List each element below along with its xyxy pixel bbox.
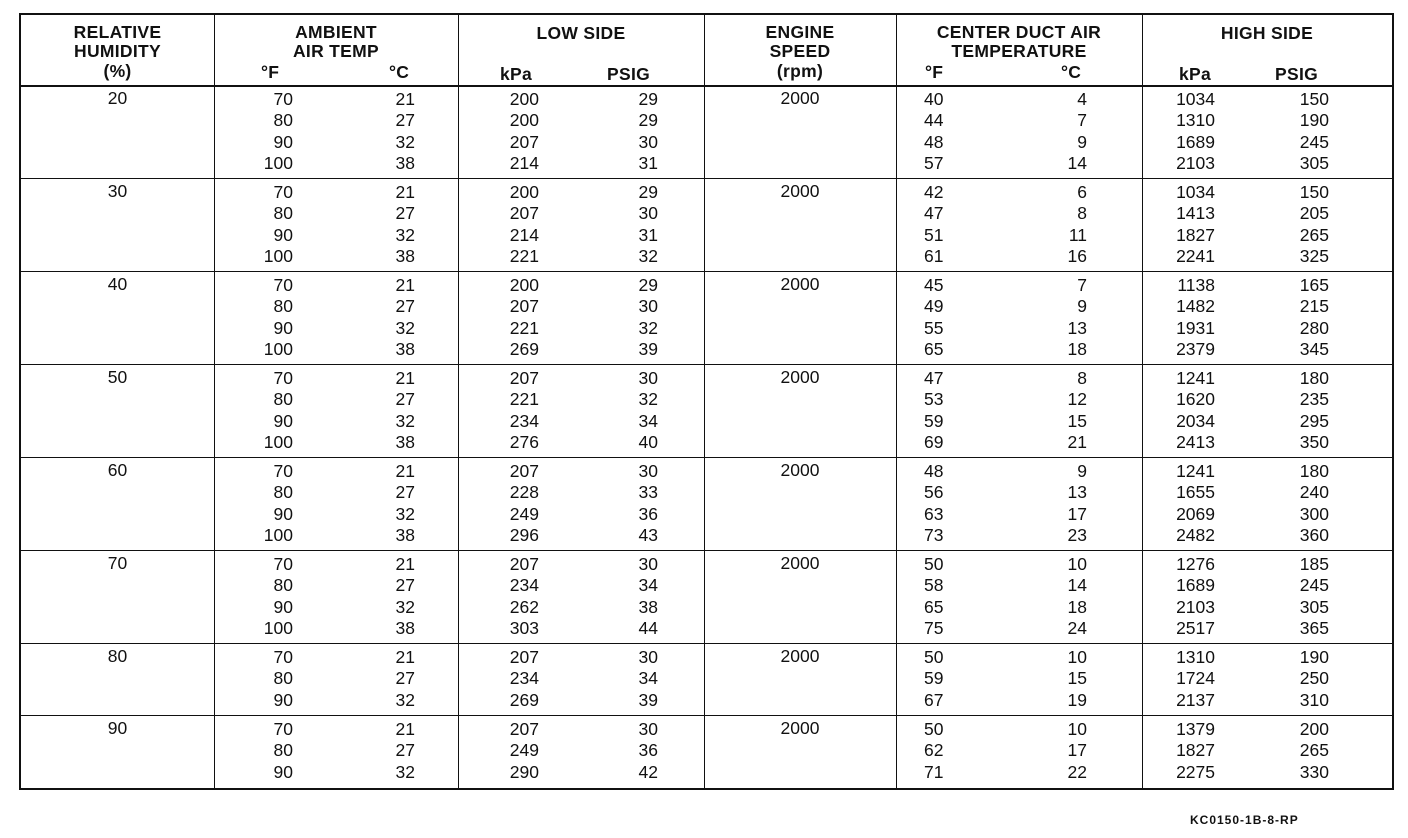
duct-f-cell: 45 — [924, 275, 944, 295]
header-ambient-air-temp: AMBIENT AIR TEMP — [292, 22, 379, 61]
group-separator — [21, 715, 1392, 716]
high-psig-cell: 310 — [1299, 689, 1329, 710]
group-separator — [21, 364, 1392, 365]
engine-speed-cell: 2000 — [780, 274, 820, 294]
high-psig-cell: 180 — [1299, 368, 1329, 388]
duct-f-cell: 44 — [924, 110, 944, 131]
high-kpa-cell: 1034 — [1176, 89, 1215, 109]
ambient-c-cell: 21 — [395, 368, 415, 388]
low-kpa-cell: 290 — [509, 761, 539, 782]
high-psig-cell: 305 — [1299, 596, 1329, 617]
high-kpa-cell: 1482 — [1176, 296, 1215, 317]
low-kpa-cell: 214 — [509, 152, 539, 173]
header-low-kpa: kPa — [500, 64, 533, 84]
low-psig-cell: 30 — [638, 554, 658, 574]
high-psig-cell: 265 — [1299, 740, 1329, 761]
high-kpa-cell: 2379 — [1176, 338, 1215, 359]
ambient-c-cell: 38 — [395, 617, 415, 638]
high-kpa-cell: 1689 — [1176, 575, 1215, 596]
ambient-f-cell: 80 — [273, 482, 293, 503]
duct-c-cell: 12 — [1067, 389, 1087, 410]
group-separator — [21, 550, 1392, 551]
ambient-c-cell: 38 — [395, 338, 415, 359]
duct-c-cell: 17 — [1067, 503, 1087, 524]
low-kpa-cell: 262 — [509, 596, 539, 617]
high-psig-cell: 185 — [1299, 554, 1329, 574]
ambient-f-cell: 100 — [263, 338, 293, 359]
high-kpa-cell: 2413 — [1176, 431, 1215, 452]
low-psig-cell: 31 — [638, 152, 658, 173]
high-kpa-cell: 1034 — [1176, 182, 1215, 202]
low-psig-cell: 30 — [638, 368, 658, 388]
duct-f-cell: 50 — [924, 554, 944, 574]
ambient-c-cell: 27 — [395, 296, 415, 317]
high-kpa-cell: 1689 — [1176, 131, 1215, 152]
duct-f-cell: 63 — [924, 503, 944, 524]
low-psig-cell: 31 — [638, 224, 658, 245]
low-psig-cell: 36 — [638, 503, 658, 524]
duct-c-cell: 24 — [1067, 617, 1087, 638]
low-kpa-cell: 221 — [509, 317, 539, 338]
low-kpa-cell: 207 — [509, 719, 539, 739]
duct-c-cell: 18 — [1067, 596, 1087, 617]
ambient-c-cell: 27 — [395, 575, 415, 596]
high-kpa-cell: 2069 — [1176, 503, 1215, 524]
low-kpa-cell: 221 — [509, 245, 539, 266]
ambient-c-cell: 27 — [395, 668, 415, 689]
ambient-f-cell: 90 — [273, 317, 293, 338]
low-kpa-cell: 207 — [509, 554, 539, 574]
column-divider — [1142, 15, 1143, 788]
ambient-c-cell: 21 — [395, 719, 415, 739]
engine-speed-cell: 2000 — [780, 181, 820, 201]
low-psig-cell: 44 — [638, 617, 658, 638]
high-psig-cell: 245 — [1299, 131, 1329, 152]
ambient-c-cell: 38 — [395, 431, 415, 452]
duct-f-cell: 48 — [924, 131, 944, 152]
duct-f-cell: 65 — [924, 338, 944, 359]
duct-f-cell: 42 — [924, 182, 944, 202]
ambient-f-cell: 100 — [263, 617, 293, 638]
high-psig-cell: 280 — [1299, 317, 1329, 338]
header-duct-deg-c: °C — [1061, 62, 1082, 82]
ambient-c-cell: 21 — [395, 554, 415, 574]
low-psig-cell: 34 — [638, 410, 658, 431]
high-kpa-cell: 1310 — [1176, 647, 1215, 667]
duct-c-cell: 10 — [1067, 719, 1087, 739]
ambient-c-cell: 27 — [395, 740, 415, 761]
low-kpa-cell: 303 — [509, 617, 539, 638]
low-psig-cell: 39 — [638, 338, 658, 359]
duct-f-cell: 58 — [924, 575, 944, 596]
ambient-f-cell: 70 — [273, 89, 293, 109]
ambient-f-cell: 70 — [273, 461, 293, 481]
low-psig-cell: 39 — [638, 689, 658, 710]
duct-c-cell: 9 — [1077, 461, 1087, 481]
ambient-c-cell: 27 — [395, 203, 415, 224]
low-kpa-cell: 249 — [509, 503, 539, 524]
low-kpa-cell: 207 — [509, 203, 539, 224]
header-relative-humidity: RELATIVE HUMIDITY (%) — [73, 22, 162, 81]
high-kpa-cell: 2103 — [1176, 152, 1215, 173]
high-kpa-cell: 2103 — [1176, 596, 1215, 617]
duct-c-cell: 21 — [1067, 431, 1087, 452]
low-psig-cell: 29 — [638, 275, 658, 295]
low-kpa-cell: 249 — [509, 740, 539, 761]
ambient-f-cell: 70 — [273, 554, 293, 574]
high-kpa-cell: 1241 — [1176, 461, 1215, 481]
low-psig-cell: 40 — [638, 431, 658, 452]
duct-c-cell: 4 — [1077, 89, 1087, 109]
ambient-c-cell: 32 — [395, 131, 415, 152]
ambient-f-cell: 90 — [273, 224, 293, 245]
high-psig-cell: 265 — [1299, 224, 1329, 245]
low-kpa-cell: 207 — [509, 296, 539, 317]
duct-f-cell: 59 — [924, 668, 944, 689]
high-kpa-cell: 2034 — [1176, 410, 1215, 431]
ambient-c-cell: 32 — [395, 410, 415, 431]
duct-f-cell: 40 — [924, 89, 944, 109]
humidity-cell: 80 — [107, 646, 128, 666]
ambient-c-cell: 21 — [395, 89, 415, 109]
high-psig-cell: 150 — [1299, 89, 1329, 109]
humidity-cell: 20 — [107, 88, 128, 108]
ambient-c-cell: 32 — [395, 596, 415, 617]
humidity-cell: 40 — [107, 274, 128, 294]
duct-f-cell: 55 — [924, 317, 944, 338]
duct-f-cell: 73 — [924, 524, 944, 545]
low-kpa-cell: 207 — [509, 461, 539, 481]
column-divider — [214, 15, 215, 788]
low-kpa-cell: 214 — [509, 224, 539, 245]
high-psig-cell: 325 — [1299, 245, 1329, 266]
high-psig-cell: 215 — [1299, 296, 1329, 317]
figure-code: KC0150-1B-8-RP — [1190, 813, 1299, 827]
duct-c-cell: 22 — [1067, 761, 1087, 782]
duct-c-cell: 13 — [1067, 482, 1087, 503]
header-ambient-deg-c: °C — [389, 62, 410, 82]
ambient-f-cell: 80 — [273, 296, 293, 317]
low-psig-cell: 30 — [638, 296, 658, 317]
humidity-cell: 30 — [107, 181, 128, 201]
ambient-f-cell: 70 — [273, 182, 293, 202]
high-kpa-cell: 2275 — [1176, 761, 1215, 782]
engine-speed-cell: 2000 — [780, 553, 820, 573]
duct-f-cell: 67 — [924, 689, 944, 710]
high-psig-cell: 200 — [1299, 719, 1329, 739]
duct-f-cell: 57 — [924, 152, 944, 173]
high-psig-cell: 365 — [1299, 617, 1329, 638]
header-ambient-deg-f: °F — [261, 62, 280, 82]
low-kpa-cell: 234 — [509, 668, 539, 689]
high-psig-cell: 295 — [1299, 410, 1329, 431]
ambient-f-cell: 90 — [273, 596, 293, 617]
group-separator — [21, 178, 1392, 179]
high-kpa-cell: 2137 — [1176, 689, 1215, 710]
duct-c-cell: 15 — [1067, 410, 1087, 431]
duct-c-cell: 23 — [1067, 524, 1087, 545]
ambient-c-cell: 38 — [395, 245, 415, 266]
high-psig-cell: 350 — [1299, 431, 1329, 452]
ambient-f-cell: 80 — [273, 668, 293, 689]
low-psig-cell: 43 — [638, 524, 658, 545]
duct-c-cell: 9 — [1077, 131, 1087, 152]
low-kpa-cell: 296 — [509, 524, 539, 545]
ambient-c-cell: 32 — [395, 503, 415, 524]
ambient-f-cell: 70 — [273, 719, 293, 739]
low-psig-cell: 30 — [638, 719, 658, 739]
high-psig-cell: 150 — [1299, 182, 1329, 202]
humidity-cell: 70 — [107, 553, 128, 573]
duct-c-cell: 8 — [1077, 203, 1087, 224]
high-kpa-cell: 1620 — [1176, 389, 1215, 410]
low-psig-cell: 42 — [638, 761, 658, 782]
high-psig-cell: 190 — [1299, 647, 1329, 667]
high-kpa-cell: 2517 — [1176, 617, 1215, 638]
low-psig-cell: 32 — [638, 317, 658, 338]
header-low-psig: PSIG — [607, 64, 651, 84]
duct-f-cell: 59 — [924, 410, 944, 431]
humidity-cell: 50 — [107, 367, 128, 387]
ambient-f-cell: 100 — [263, 152, 293, 173]
low-psig-cell: 30 — [638, 647, 658, 667]
duct-f-cell: 48 — [924, 461, 944, 481]
ambient-f-cell: 80 — [273, 389, 293, 410]
duct-c-cell: 18 — [1067, 338, 1087, 359]
high-psig-cell: 345 — [1299, 338, 1329, 359]
duct-f-cell: 50 — [924, 647, 944, 667]
duct-c-cell: 7 — [1077, 275, 1087, 295]
duct-f-cell: 71 — [924, 761, 944, 782]
high-psig-cell: 305 — [1299, 152, 1329, 173]
ambient-f-cell: 70 — [273, 275, 293, 295]
header-engine-speed: ENGINE SPEED (rpm) — [765, 22, 835, 81]
duct-c-cell: 7 — [1077, 110, 1087, 131]
duct-c-cell: 16 — [1067, 245, 1087, 266]
low-kpa-cell: 269 — [509, 689, 539, 710]
ambient-c-cell: 38 — [395, 524, 415, 545]
low-psig-cell: 30 — [638, 203, 658, 224]
high-psig-cell: 250 — [1299, 668, 1329, 689]
duct-c-cell: 6 — [1077, 182, 1087, 202]
duct-f-cell: 61 — [924, 245, 944, 266]
duct-c-cell: 9 — [1077, 296, 1087, 317]
low-kpa-cell: 228 — [509, 482, 539, 503]
ambient-f-cell: 70 — [273, 647, 293, 667]
group-separator — [21, 457, 1392, 458]
duct-c-cell: 10 — [1067, 554, 1087, 574]
ambient-c-cell: 21 — [395, 461, 415, 481]
low-kpa-cell: 200 — [509, 89, 539, 109]
duct-f-cell: 65 — [924, 596, 944, 617]
ambient-f-cell: 100 — [263, 245, 293, 266]
ambient-c-cell: 32 — [395, 317, 415, 338]
low-psig-cell: 33 — [638, 482, 658, 503]
duct-c-cell: 10 — [1067, 647, 1087, 667]
ambient-c-cell: 27 — [395, 110, 415, 131]
ambient-c-cell: 21 — [395, 182, 415, 202]
high-psig-cell: 330 — [1299, 761, 1329, 782]
column-divider — [896, 15, 897, 788]
ambient-c-cell: 32 — [395, 689, 415, 710]
humidity-cell: 60 — [107, 460, 128, 480]
low-kpa-cell: 234 — [509, 575, 539, 596]
low-psig-cell: 32 — [638, 245, 658, 266]
header-separator — [21, 85, 1392, 87]
ambient-f-cell: 100 — [263, 431, 293, 452]
duct-f-cell: 49 — [924, 296, 944, 317]
duct-f-cell: 47 — [924, 368, 944, 388]
low-psig-cell: 29 — [638, 89, 658, 109]
high-kpa-cell: 1310 — [1176, 110, 1215, 131]
ambient-f-cell: 80 — [273, 575, 293, 596]
ambient-f-cell: 100 — [263, 524, 293, 545]
column-divider — [704, 15, 705, 788]
header-duct-deg-f: °F — [925, 62, 944, 82]
header-low-side: LOW SIDE — [536, 23, 626, 43]
duct-c-cell: 8 — [1077, 368, 1087, 388]
high-psig-cell: 165 — [1299, 275, 1329, 295]
ac-performance-table — [19, 13, 1394, 790]
engine-speed-cell: 2000 — [780, 646, 820, 666]
duct-c-cell: 13 — [1067, 317, 1087, 338]
low-psig-cell: 32 — [638, 389, 658, 410]
ambient-c-cell: 21 — [395, 647, 415, 667]
duct-f-cell: 75 — [924, 617, 944, 638]
high-psig-cell: 180 — [1299, 461, 1329, 481]
header-high-kpa: kPa — [1179, 64, 1212, 84]
high-psig-cell: 245 — [1299, 575, 1329, 596]
humidity-cell: 90 — [107, 718, 128, 738]
ambient-c-cell: 27 — [395, 482, 415, 503]
high-kpa-cell: 2482 — [1176, 524, 1215, 545]
duct-f-cell: 62 — [924, 740, 944, 761]
high-kpa-cell: 1276 — [1176, 554, 1215, 574]
low-psig-cell: 38 — [638, 596, 658, 617]
high-kpa-cell: 1413 — [1176, 203, 1215, 224]
engine-speed-cell: 2000 — [780, 367, 820, 387]
ambient-f-cell: 80 — [273, 740, 293, 761]
high-kpa-cell: 1655 — [1176, 482, 1215, 503]
low-kpa-cell: 200 — [509, 275, 539, 295]
high-kpa-cell: 1827 — [1176, 224, 1215, 245]
group-separator — [21, 271, 1392, 272]
low-psig-cell: 34 — [638, 668, 658, 689]
ambient-f-cell: 90 — [273, 761, 293, 782]
low-kpa-cell: 200 — [509, 182, 539, 202]
group-separator — [21, 643, 1392, 644]
column-divider — [458, 15, 459, 788]
high-psig-cell: 205 — [1299, 203, 1329, 224]
low-psig-cell: 29 — [638, 110, 658, 131]
low-psig-cell: 30 — [638, 131, 658, 152]
ambient-f-cell: 90 — [273, 131, 293, 152]
high-psig-cell: 235 — [1299, 389, 1329, 410]
high-kpa-cell: 1724 — [1176, 668, 1215, 689]
high-psig-cell: 360 — [1299, 524, 1329, 545]
ambient-f-cell: 70 — [273, 368, 293, 388]
duct-c-cell: 17 — [1067, 740, 1087, 761]
low-kpa-cell: 221 — [509, 389, 539, 410]
duct-f-cell: 53 — [924, 389, 944, 410]
header-center-duct-air-temp: CENTER DUCT AIR TEMPERATURE — [936, 22, 1102, 61]
ambient-f-cell: 90 — [273, 503, 293, 524]
high-psig-cell: 190 — [1299, 110, 1329, 131]
duct-c-cell: 15 — [1067, 668, 1087, 689]
high-kpa-cell: 1379 — [1176, 719, 1215, 739]
low-kpa-cell: 276 — [509, 431, 539, 452]
duct-c-cell: 11 — [1068, 224, 1087, 245]
engine-speed-cell: 2000 — [780, 460, 820, 480]
ambient-c-cell: 32 — [395, 761, 415, 782]
duct-f-cell: 56 — [924, 482, 944, 503]
low-psig-cell: 30 — [638, 461, 658, 481]
duct-c-cell: 14 — [1067, 152, 1087, 173]
high-kpa-cell: 1827 — [1176, 740, 1215, 761]
ambient-f-cell: 90 — [273, 410, 293, 431]
engine-speed-cell: 2000 — [780, 88, 820, 108]
ambient-c-cell: 32 — [395, 224, 415, 245]
low-kpa-cell: 207 — [509, 647, 539, 667]
ambient-f-cell: 80 — [273, 203, 293, 224]
low-kpa-cell: 234 — [509, 410, 539, 431]
low-kpa-cell: 207 — [509, 368, 539, 388]
ambient-f-cell: 90 — [273, 689, 293, 710]
duct-f-cell: 51 — [924, 224, 944, 245]
high-kpa-cell: 1241 — [1176, 368, 1215, 388]
low-kpa-cell: 269 — [509, 338, 539, 359]
duct-c-cell: 19 — [1067, 689, 1087, 710]
high-kpa-cell: 1931 — [1176, 317, 1215, 338]
low-psig-cell: 34 — [638, 575, 658, 596]
high-psig-cell: 300 — [1299, 503, 1329, 524]
low-psig-cell: 36 — [638, 740, 658, 761]
high-kpa-cell: 2241 — [1176, 245, 1215, 266]
duct-f-cell: 69 — [924, 431, 944, 452]
low-kpa-cell: 200 — [509, 110, 539, 131]
header-high-side: HIGH SIDE — [1220, 23, 1314, 43]
low-kpa-cell: 207 — [509, 131, 539, 152]
ambient-c-cell: 21 — [395, 275, 415, 295]
duct-f-cell: 50 — [924, 719, 944, 739]
ambient-c-cell: 38 — [395, 152, 415, 173]
high-psig-cell: 240 — [1299, 482, 1329, 503]
header-high-psig: PSIG — [1275, 64, 1319, 84]
ambient-c-cell: 27 — [395, 389, 415, 410]
duct-c-cell: 14 — [1067, 575, 1087, 596]
duct-f-cell: 47 — [924, 203, 944, 224]
engine-speed-cell: 2000 — [780, 718, 820, 738]
ambient-f-cell: 80 — [273, 110, 293, 131]
low-psig-cell: 29 — [638, 182, 658, 202]
high-kpa-cell: 1138 — [1177, 275, 1215, 295]
